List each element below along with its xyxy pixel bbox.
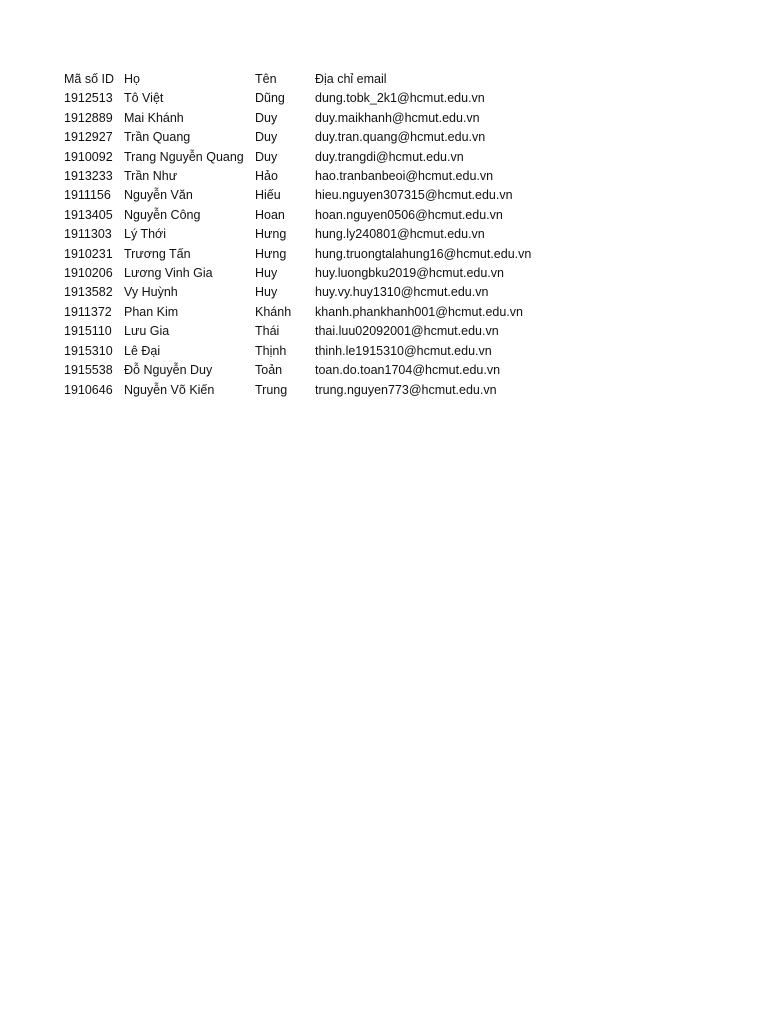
student-id-cell: 1910646 [64, 382, 113, 397]
student-id-cell: 1915310 [64, 343, 113, 358]
last-name-cell: Lương Vinh Gia [124, 266, 213, 281]
table-row [64, 303, 575, 322]
table-row [64, 206, 575, 225]
last-name-cell: Lưu Gia [124, 324, 170, 339]
student-list-sheet [64, 70, 575, 400]
email-cell: duy.tran.quang@hcmut.edu.vn [315, 130, 486, 145]
last-name-cell: Tô Việt [124, 91, 164, 106]
first-name-cell: Hưng [255, 246, 287, 261]
table-row [64, 342, 575, 361]
last-name-cell: Nguyễn Võ Kiến [124, 382, 215, 397]
first-name-cell: Thái [255, 324, 280, 339]
email-cell: thai.luu02092001@hcmut.edu.vn [315, 324, 499, 339]
first-name-cell: Duy [255, 149, 278, 164]
first-name-cell: Hiếu [255, 188, 281, 203]
header-ho: Họ [124, 72, 140, 86]
first-name-cell: Dũng [255, 91, 285, 106]
email-cell: hoan.nguyen0506@hcmut.edu.vn [315, 207, 503, 222]
table-body [64, 89, 575, 400]
student-id-cell: 1911372 [64, 304, 112, 319]
last-name-cell: Nguyễn Văn [124, 188, 193, 203]
email-cell: duy.maikhanh@hcmut.edu.vn [315, 110, 480, 125]
header-ten: Tên [255, 72, 277, 86]
first-name-cell: Duy [255, 130, 278, 145]
last-name-cell: Vy Huỳnh [124, 285, 178, 300]
email-cell: trung.nguyen773@hcmut.edu.vn [315, 382, 497, 397]
table-row [64, 148, 575, 167]
last-name-cell: Trang Nguyễn Quang [124, 149, 244, 164]
student-id-cell: 1911156 [64, 188, 111, 203]
first-name-cell: Huy [255, 266, 278, 281]
email-cell: toan.do.toan1704@hcmut.edu.vn [315, 363, 501, 378]
first-name-cell: Huy [255, 285, 278, 300]
email-cell: hieu.nguyen307315@hcmut.edu.vn [315, 188, 513, 203]
email-cell: dung.tobk_2k1@hcmut.edu.vn [315, 91, 485, 106]
first-name-cell: Thịnh [255, 343, 287, 358]
first-name-cell: Trung [255, 382, 288, 397]
first-name-cell: Duy [255, 110, 278, 125]
header-id: Mã số ID [64, 72, 115, 86]
table-row [64, 264, 575, 283]
header-email: Địa chỉ email [315, 72, 387, 86]
first-name-cell: Hưng [255, 227, 287, 242]
last-name-cell: Trương Tấn [124, 246, 191, 261]
student-id-cell: 1911303 [64, 227, 112, 242]
last-name-cell: Trần Quang [124, 130, 191, 145]
last-name-cell: Đỗ Nguyễn Duy [124, 363, 213, 378]
student-id-cell: 1912889 [64, 110, 113, 125]
table-row [64, 89, 575, 108]
first-name-cell: Hảo [255, 169, 278, 184]
student-id-cell: 1910206 [64, 266, 113, 281]
email-cell: duy.trangdi@hcmut.edu.vn [315, 149, 464, 164]
table-header-row [64, 70, 575, 89]
table-row [64, 167, 575, 186]
table-row [64, 245, 575, 264]
email-cell: khanh.phankhanh001@hcmut.edu.vn [315, 304, 523, 319]
table-row [64, 128, 575, 147]
student-id-cell: 1912513 [64, 91, 113, 106]
table-row [64, 361, 575, 380]
email-cell: thinh.le1915310@hcmut.edu.vn [315, 343, 492, 358]
first-name-cell: Hoan [255, 207, 285, 222]
student-table [64, 70, 575, 400]
email-cell: hung.truongtalahung16@hcmut.edu.vn [315, 246, 532, 261]
table-row [64, 225, 575, 244]
student-id-cell: 1910092 [64, 149, 113, 164]
table-row [64, 109, 575, 128]
last-name-cell: Mai Khánh [124, 110, 184, 125]
table-row [64, 283, 575, 302]
student-id-cell: 1915110 [64, 324, 112, 339]
email-cell: hung.ly240801@hcmut.edu.vn [315, 227, 485, 242]
email-cell: huy.vy.huy1310@hcmut.edu.vn [315, 285, 489, 300]
table-row [64, 322, 575, 341]
first-name-cell: Toản [255, 363, 283, 378]
student-id-cell: 1912927 [64, 130, 113, 145]
table-row [64, 186, 575, 205]
last-name-cell: Lý Thới [124, 227, 167, 242]
email-cell: huy.luongbku2019@hcmut.edu.vn [315, 266, 504, 281]
student-id-cell: 1910231 [64, 246, 113, 261]
student-id-cell: 1915538 [64, 363, 113, 378]
last-name-cell: Phan Kim [124, 304, 179, 319]
last-name-cell: Trần Như [124, 169, 178, 184]
student-id-cell: 1913233 [64, 169, 113, 184]
last-name-cell: Lê Đại [124, 343, 161, 358]
student-id-cell: 1913582 [64, 285, 113, 300]
email-cell: hao.tranbanbeoi@hcmut.edu.vn [315, 169, 494, 184]
student-id-cell: 1913405 [64, 207, 113, 222]
table-row [64, 381, 575, 400]
first-name-cell: Khánh [255, 304, 292, 319]
last-name-cell: Nguyễn Công [124, 207, 201, 222]
